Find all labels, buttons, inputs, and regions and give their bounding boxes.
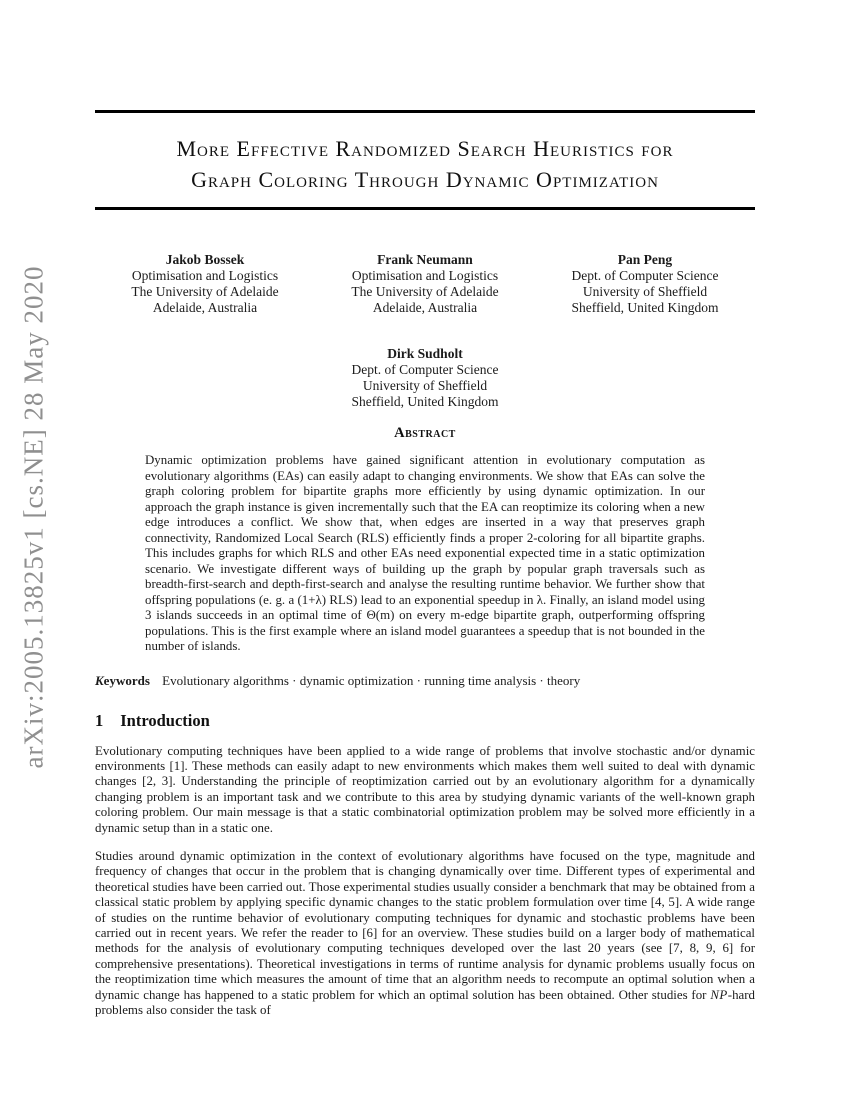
author-affiliation-line: University of Sheffield bbox=[362, 378, 488, 393]
section-title: Introduction bbox=[120, 710, 210, 730]
author-affiliation-line: Dept. of Computer Science bbox=[571, 268, 719, 283]
keywords-line bbox=[95, 673, 755, 689]
author-affiliation-line: Optimisation and Logistics bbox=[131, 268, 279, 283]
author-block-jakob-bossek bbox=[95, 252, 315, 316]
abstract-text: Dynamic optimization problems have gained significant attention in evolutionary computation as evolutionary algorithms (EAs) can easily adapt to changing environments. We show that EAs can solve the graph coloring problem for bipartite graphs more efficiently by using dynamic optimization. In our approach the graph instance is given incrementally such that the EA can reoptimize its coloring when a new edge introduces a conflict. We show that, when edges are inserted in a way that preserves graph connectivity, Randomized Local Search (RLS) efficiently finds a proper 2-coloring for all bipartite graphs. This includes graphs for which RLS and other EAs need exponential expected time in a static optimization scenario. We investigate different ways of building up the graph by popular graph traversals such as breadth-first-search and depth-first-search and analyse the resulting runtime behavior. We further show that offspring populations (e. g. a (1+λ) RLS) lead to an exponential speedup in λ. Finally, an island model using 3 islands succeeds in an optimal time of Θ(m) on every m-edge bipartite graph, outperforming offspring populations. This is the first example where an island model guarantees a speedup that is not bounded in the number of islands. bbox=[145, 453, 705, 653]
author-affiliation-line: Dept. of Computer Science bbox=[351, 362, 499, 377]
author-affiliation-line: Adelaide, Australia bbox=[152, 300, 258, 315]
paper-title-line2: Graph Coloring Through Dynamic Optimization bbox=[191, 167, 659, 192]
section-heading-introduction bbox=[95, 711, 755, 731]
author-affiliation-line: University of Sheffield bbox=[582, 284, 708, 299]
keywords-text: Evolutionary algorithms · dynamic optimization · running time analysis · theory bbox=[162, 672, 581, 688]
paper-content bbox=[95, 0, 755, 1018]
abstract-heading: Abstract bbox=[394, 425, 456, 441]
title-rule-bottom bbox=[95, 207, 755, 210]
intro-paragraph-2 bbox=[95, 849, 755, 1018]
paper-title-line1: More Effective Randomized Search Heuristics for bbox=[176, 136, 674, 161]
author-name: Jakob Bossek bbox=[165, 252, 245, 267]
title-rule-top bbox=[95, 110, 755, 113]
author-name: Dirk Sudholt bbox=[387, 346, 463, 361]
keywords-label: eywords bbox=[103, 672, 150, 688]
author-affiliation-line: The University of Adelaide bbox=[131, 284, 279, 299]
intro-paragraph-2-tail: -hard problems also consider the task of bbox=[95, 987, 755, 1017]
author-block-pan-peng bbox=[535, 252, 755, 316]
author-block-frank-neumann bbox=[315, 252, 535, 316]
authors-row-1 bbox=[95, 252, 755, 316]
author-affiliation-line: Sheffield, United Kingdom bbox=[351, 394, 499, 409]
keywords-label-initial: K bbox=[95, 672, 104, 688]
author-affiliation-line: Sheffield, United Kingdom bbox=[571, 300, 719, 315]
author-name: Frank Neumann bbox=[377, 252, 473, 267]
author-block-dirk-sudholt bbox=[351, 346, 498, 410]
intro-paragraph-1: Evolutionary computing techniques have been applied to a wide range of problems that involve stochastic and/or dynamic environments [1]. These methods can easily adapt to new environments which makes them well suited to deal with dynamic changes [2, 3]. Understanding the principle of reoptimization carried out by an evolutionary algorithm for a dynamically changing problem is an important task and we contribute to this area by studying dynamic variants of the well-known graph coloring problem. Our main message is that a static combinatorial optimization problem may be solved more efficiently in a dynamic setup than in a static one. bbox=[95, 743, 755, 835]
arxiv-watermark: arXiv:2005.13825v1 [cs.NE] 28 May 2020 bbox=[18, 265, 49, 769]
np-script-symbol: NP bbox=[710, 987, 728, 1002]
author-affiliation-line: The University of Adelaide bbox=[351, 284, 499, 299]
authors-row-2 bbox=[95, 346, 755, 410]
section-number: 1 bbox=[95, 710, 104, 730]
author-affiliation-line: Optimisation and Logistics bbox=[351, 268, 499, 283]
intro-paragraph-2-text: Studies around dynamic optimization in the context of evolutionary algorithms have focused on the type, magnitude and frequency of changes that occur in the problem that is changing dynamically over time. Different types of experimental and theoretical studies have been carried out. Those experimental studies usually consider a benchmark that may be obtained from a classical static problem by applying specific dynamic changes to the static problem formulation over time [4, 5]. A wide range of studies on the runtime behavior of evolutionary computing techniques for dynamic and stochastic problems have been carried out in recent years. We refer the reader to [6] for an overview. These studies build on a larger body of mathematical methods for the analysis of evolutionary computing techniques developed over the last 20 years (see [7, 8, 9, 6] for comprehensive presentations). Theoretical investigations in terms of runtime analysis for dynamic problems usually focus on the reoptimization time which measures the amount of time that an algorithm needs to recompute an optimal solution when a dynamic change has happened to a static problem for which an optimal solution has been obtained. Other studies for bbox=[95, 848, 755, 1002]
author-name: Pan Peng bbox=[617, 252, 673, 267]
paper-title bbox=[95, 133, 755, 195]
author-affiliation-line: Adelaide, Australia bbox=[372, 300, 478, 315]
